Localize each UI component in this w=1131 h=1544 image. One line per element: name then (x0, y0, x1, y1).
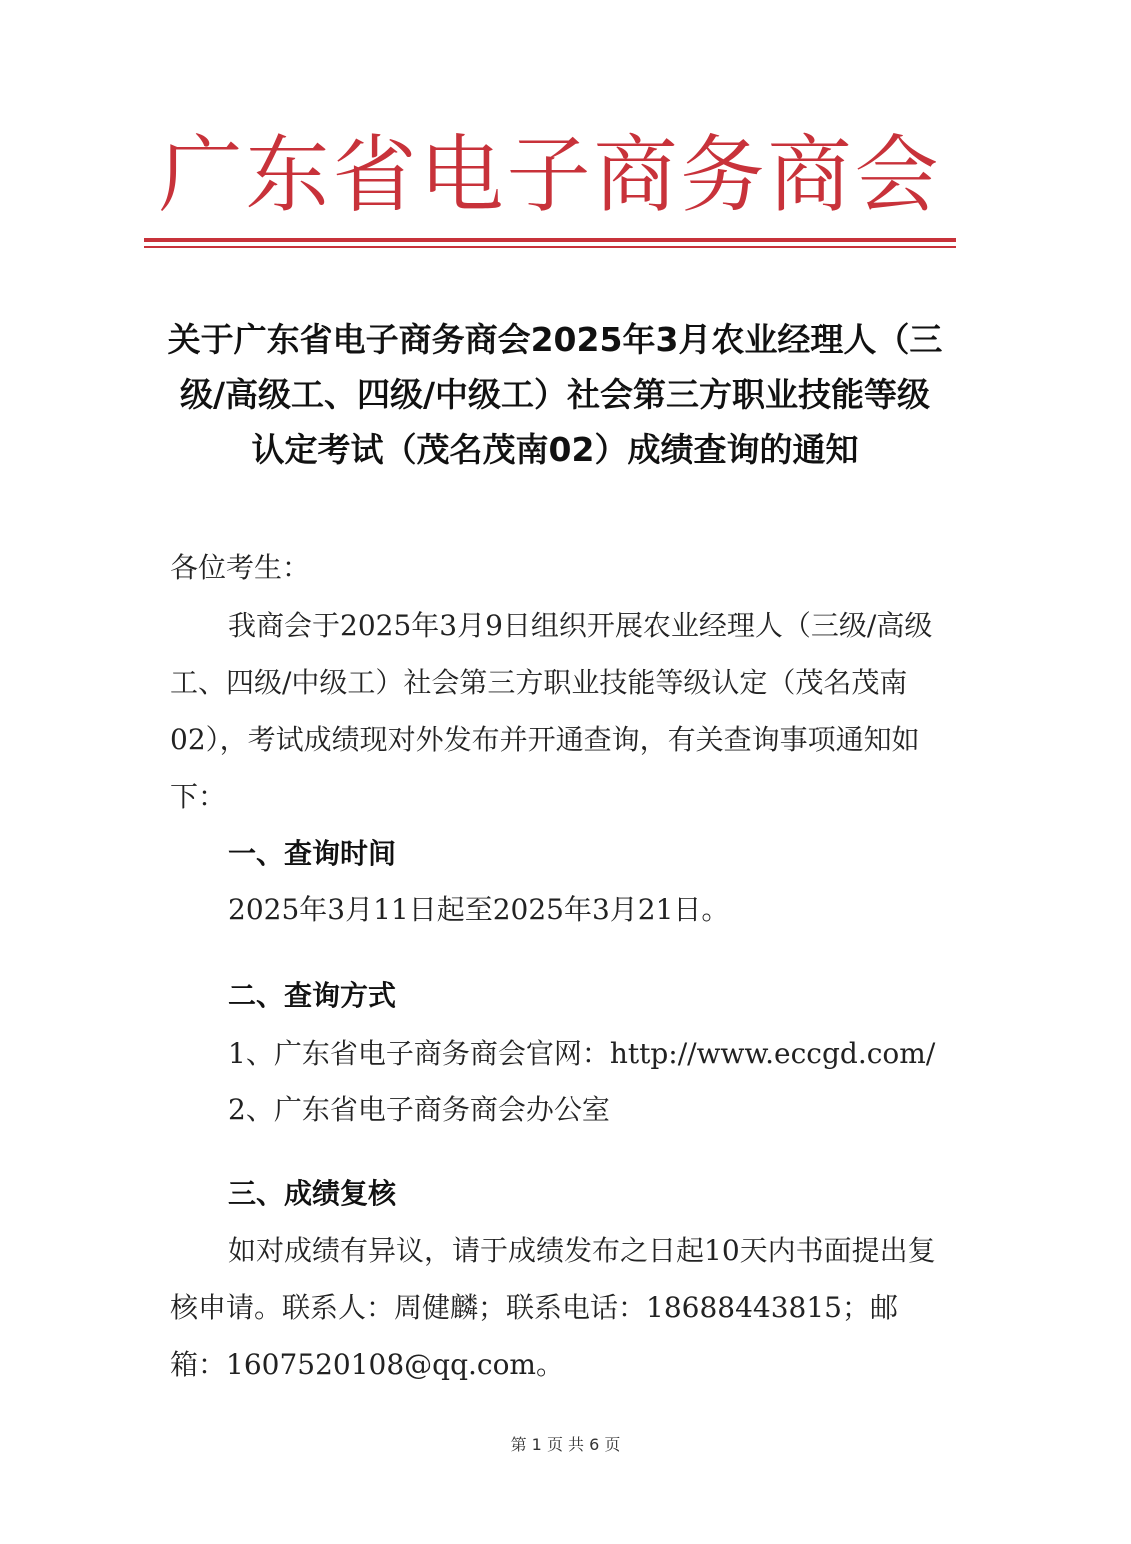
section-heading-query-time: 一、查询时间 (228, 837, 397, 870)
notice-title (160, 312, 950, 477)
query-time-text: 2025年3月11日起至2025年3月21日。 (228, 893, 730, 926)
page-footer: 第 1 页 共 6 页 (510, 1435, 621, 1454)
notice-title-line: 认定考试（茂名茂南02）成绩查询的通知 (251, 430, 859, 469)
query-method-item: 2、广东省电子商务商会办公室 (228, 1093, 610, 1126)
letterhead-title: 广东省电子商务商会 (158, 126, 942, 224)
query-method-item: 1、广东省电子商务商会官网：http://www.eccgd.com/ (228, 1037, 936, 1070)
notice-title-line: 级/高级工、四级/中级工）社会第三方职业技能等级 (179, 375, 931, 414)
section-heading-query-method: 二、查询方式 (228, 979, 397, 1012)
salutation: 各位考生： (170, 551, 311, 584)
notice-title-line: 关于广东省电子商务商会2025年3月农业经理人（三 (167, 320, 943, 359)
section-heading-score-review: 三、成绩复核 (228, 1177, 397, 1210)
letterhead-rule-thin (144, 246, 956, 248)
letterhead-rule-thick (144, 238, 956, 242)
score-review-paragraph: 如对成绩有异议，请于成绩发布之日起10天内书面提出复核申请。联系人：周健麟；联系电话：18688443815；邮箱：1607520108@qq.com。 (170, 1234, 936, 1381)
intro-paragraph: 我商会于2025年3月9日组织开展农业经理人（三级/高级工、四级/中级工）社会第三方职业技能等级认定（茂名茂南02），考试成绩现对外发布并开通查询，有关查询事项通知如下： (170, 609, 933, 813)
